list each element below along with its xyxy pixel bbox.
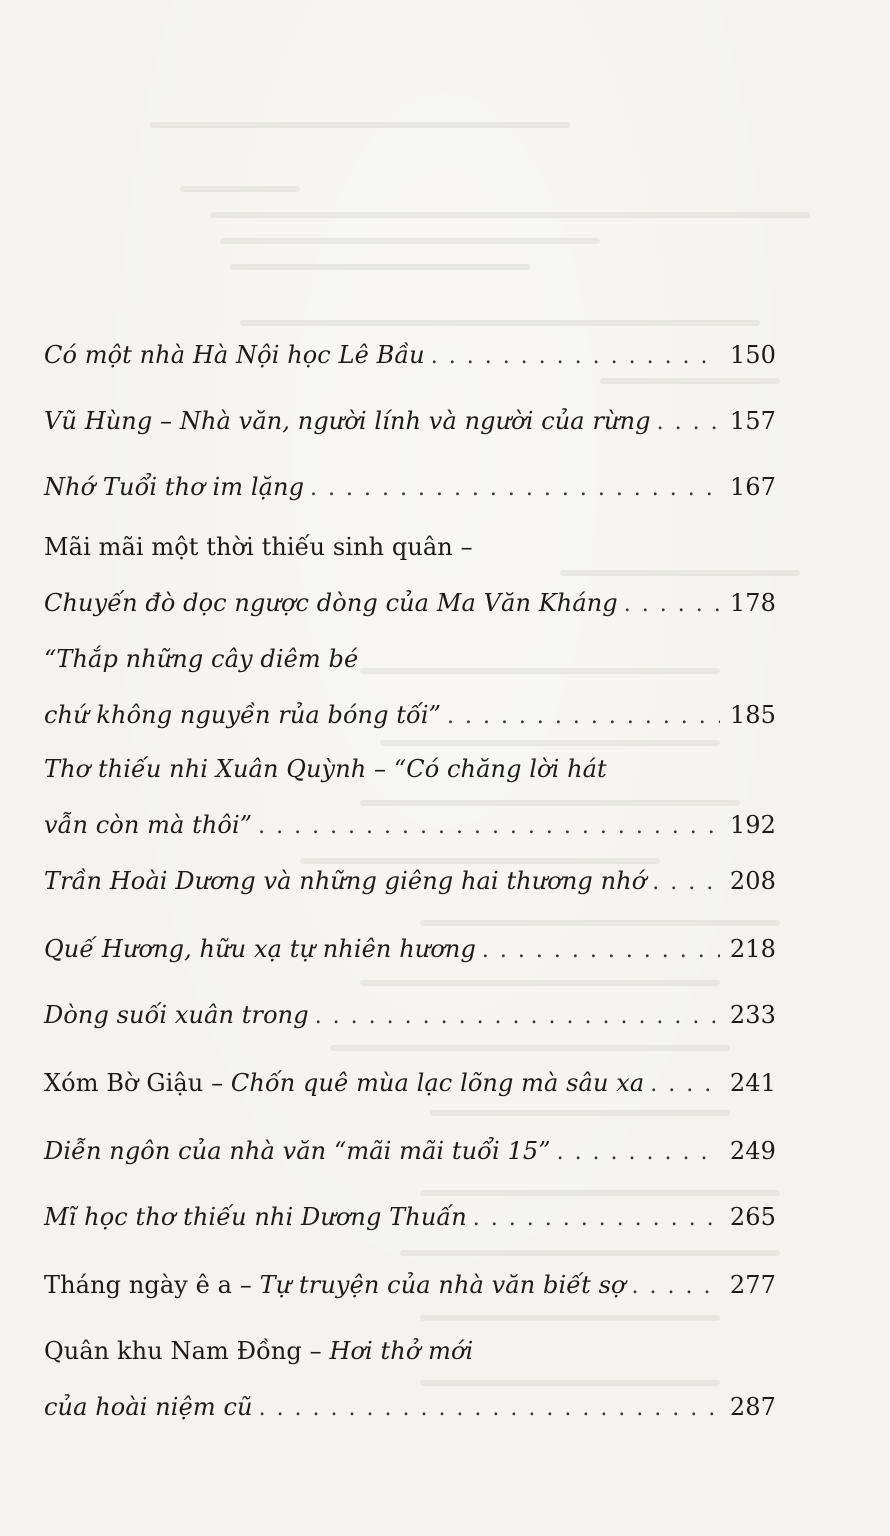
toc-entry[interactable] (44, 642, 776, 734)
toc-entry-title (44, 645, 358, 673)
toc-title-segment: Có một nhà Hà Nội học Lê Bầu (44, 341, 425, 369)
toc-entry-title (44, 698, 441, 732)
toc-title-segment: Quế Hương, hữu xạ tự nhiên hương (44, 935, 476, 963)
toc-page-number: 265 (729, 1203, 776, 1231)
toc-title-segment: “Thắp những cây diêm bé (44, 645, 359, 673)
toc-title-segment: Trần Hoài Dương và những giêng hai thương nhớ (44, 867, 647, 895)
toc-entry-title (44, 998, 309, 1032)
toc-entry-title (44, 1134, 551, 1168)
toc-page-number: 277 (729, 1271, 776, 1299)
toc-page-number: 218 (729, 935, 776, 963)
toc-entry-title (44, 1390, 253, 1424)
toc-page-number: 178 (729, 589, 776, 617)
toc-entry-title (44, 470, 304, 504)
toc-entry-title (44, 864, 646, 898)
dot-leader (447, 700, 720, 734)
toc-page-number: 167 (729, 473, 776, 501)
toc-page-number: 192 (729, 811, 776, 839)
toc-entry-title (44, 1066, 644, 1100)
dot-leader (310, 472, 720, 506)
toc-page-number: 287 (729, 1393, 776, 1421)
toc-title-segment: Diễn ngôn của nhà văn “mãi mãi tuổi 15” (44, 1137, 551, 1165)
toc-entry-title (44, 533, 473, 561)
toc-title-segment: Chuyến đò dọc ngược dòng của Ma Văn Kháng (44, 589, 618, 617)
dot-leader (473, 1202, 720, 1236)
toc-entry-title (44, 1200, 467, 1234)
toc-title-segment: Chốn quê mùa lạc lõng mà sâu xa (230, 1069, 645, 1097)
toc-page-number: 150 (729, 341, 776, 369)
toc-entry[interactable] (44, 1334, 776, 1426)
toc-entry-title (44, 338, 425, 372)
toc-page-number: 241 (729, 1069, 776, 1097)
toc-entry[interactable] (44, 338, 776, 374)
toc-title-segment: Vũ Hùng – Nhà văn, người lính và người của rừng (44, 407, 651, 435)
dot-leader (650, 1068, 720, 1102)
toc-entry[interactable] (44, 1134, 776, 1170)
toc-title-segment: Thơ thiếu nhi Xuân Quỳnh – “Có chăng lời hát (44, 755, 607, 783)
toc-entry[interactable] (44, 752, 776, 844)
toc-entry[interactable] (44, 998, 776, 1034)
toc-title-segment: vẫn còn mà thôi” (44, 811, 253, 839)
toc-title-segment: Tháng ngày ê a – (44, 1271, 260, 1299)
dot-leader (431, 340, 720, 374)
toc-entry[interactable] (44, 1268, 776, 1304)
toc-title-segment: chứ không nguyền rủa bóng tối” (44, 701, 441, 729)
toc-title-segment: của hoài niệm cũ (44, 1393, 253, 1421)
toc-entry-title (44, 1268, 626, 1302)
dot-leader (258, 810, 720, 844)
toc-entry-title (44, 1337, 473, 1365)
toc-title-segment: Hơi thở mới (329, 1337, 474, 1365)
dot-leader (652, 866, 720, 900)
toc-title-segment: Quân khu Nam Đồng – (44, 1337, 330, 1365)
dot-leader (259, 1392, 720, 1426)
toc-entry[interactable] (44, 404, 776, 440)
toc-title-segment: Xóm Bờ Giậu – (44, 1069, 231, 1097)
toc-title-segment: Nhớ Tuổi thơ im lặng (44, 473, 305, 501)
toc-title-segment: Mĩ học thơ thiếu nhi Dương Thuấn (44, 1203, 467, 1231)
toc-entry[interactable] (44, 864, 776, 900)
dot-leader (482, 934, 720, 968)
toc-entry[interactable] (44, 470, 776, 506)
toc-entry-title (44, 586, 618, 620)
toc-entry[interactable] (44, 932, 776, 968)
toc-entry-title (44, 808, 252, 842)
dot-leader (632, 1270, 720, 1304)
toc-title-segment: Dòng suối xuân trong (44, 1001, 309, 1029)
dot-leader (624, 588, 720, 622)
dot-leader (315, 1000, 720, 1034)
dot-leader (657, 406, 720, 440)
toc-entry[interactable] (44, 530, 776, 622)
toc-entry[interactable] (44, 1200, 776, 1236)
toc-page-number: 157 (729, 407, 776, 435)
toc-entry-title (44, 932, 476, 966)
toc-title-segment: Mãi mãi một thời thiếu sinh quân – (44, 533, 473, 561)
toc-page-number: 185 (729, 701, 776, 729)
toc-page-number: 233 (729, 1001, 776, 1029)
toc-entry[interactable] (44, 1066, 776, 1102)
dot-leader (557, 1136, 720, 1170)
toc-entry-title (44, 404, 651, 438)
toc-entry-title (44, 755, 607, 783)
toc-title-segment: Tự truyện của nhà văn biết sợ (259, 1271, 626, 1299)
toc-page-number: 208 (729, 867, 776, 895)
toc-page-number: 249 (729, 1137, 776, 1165)
